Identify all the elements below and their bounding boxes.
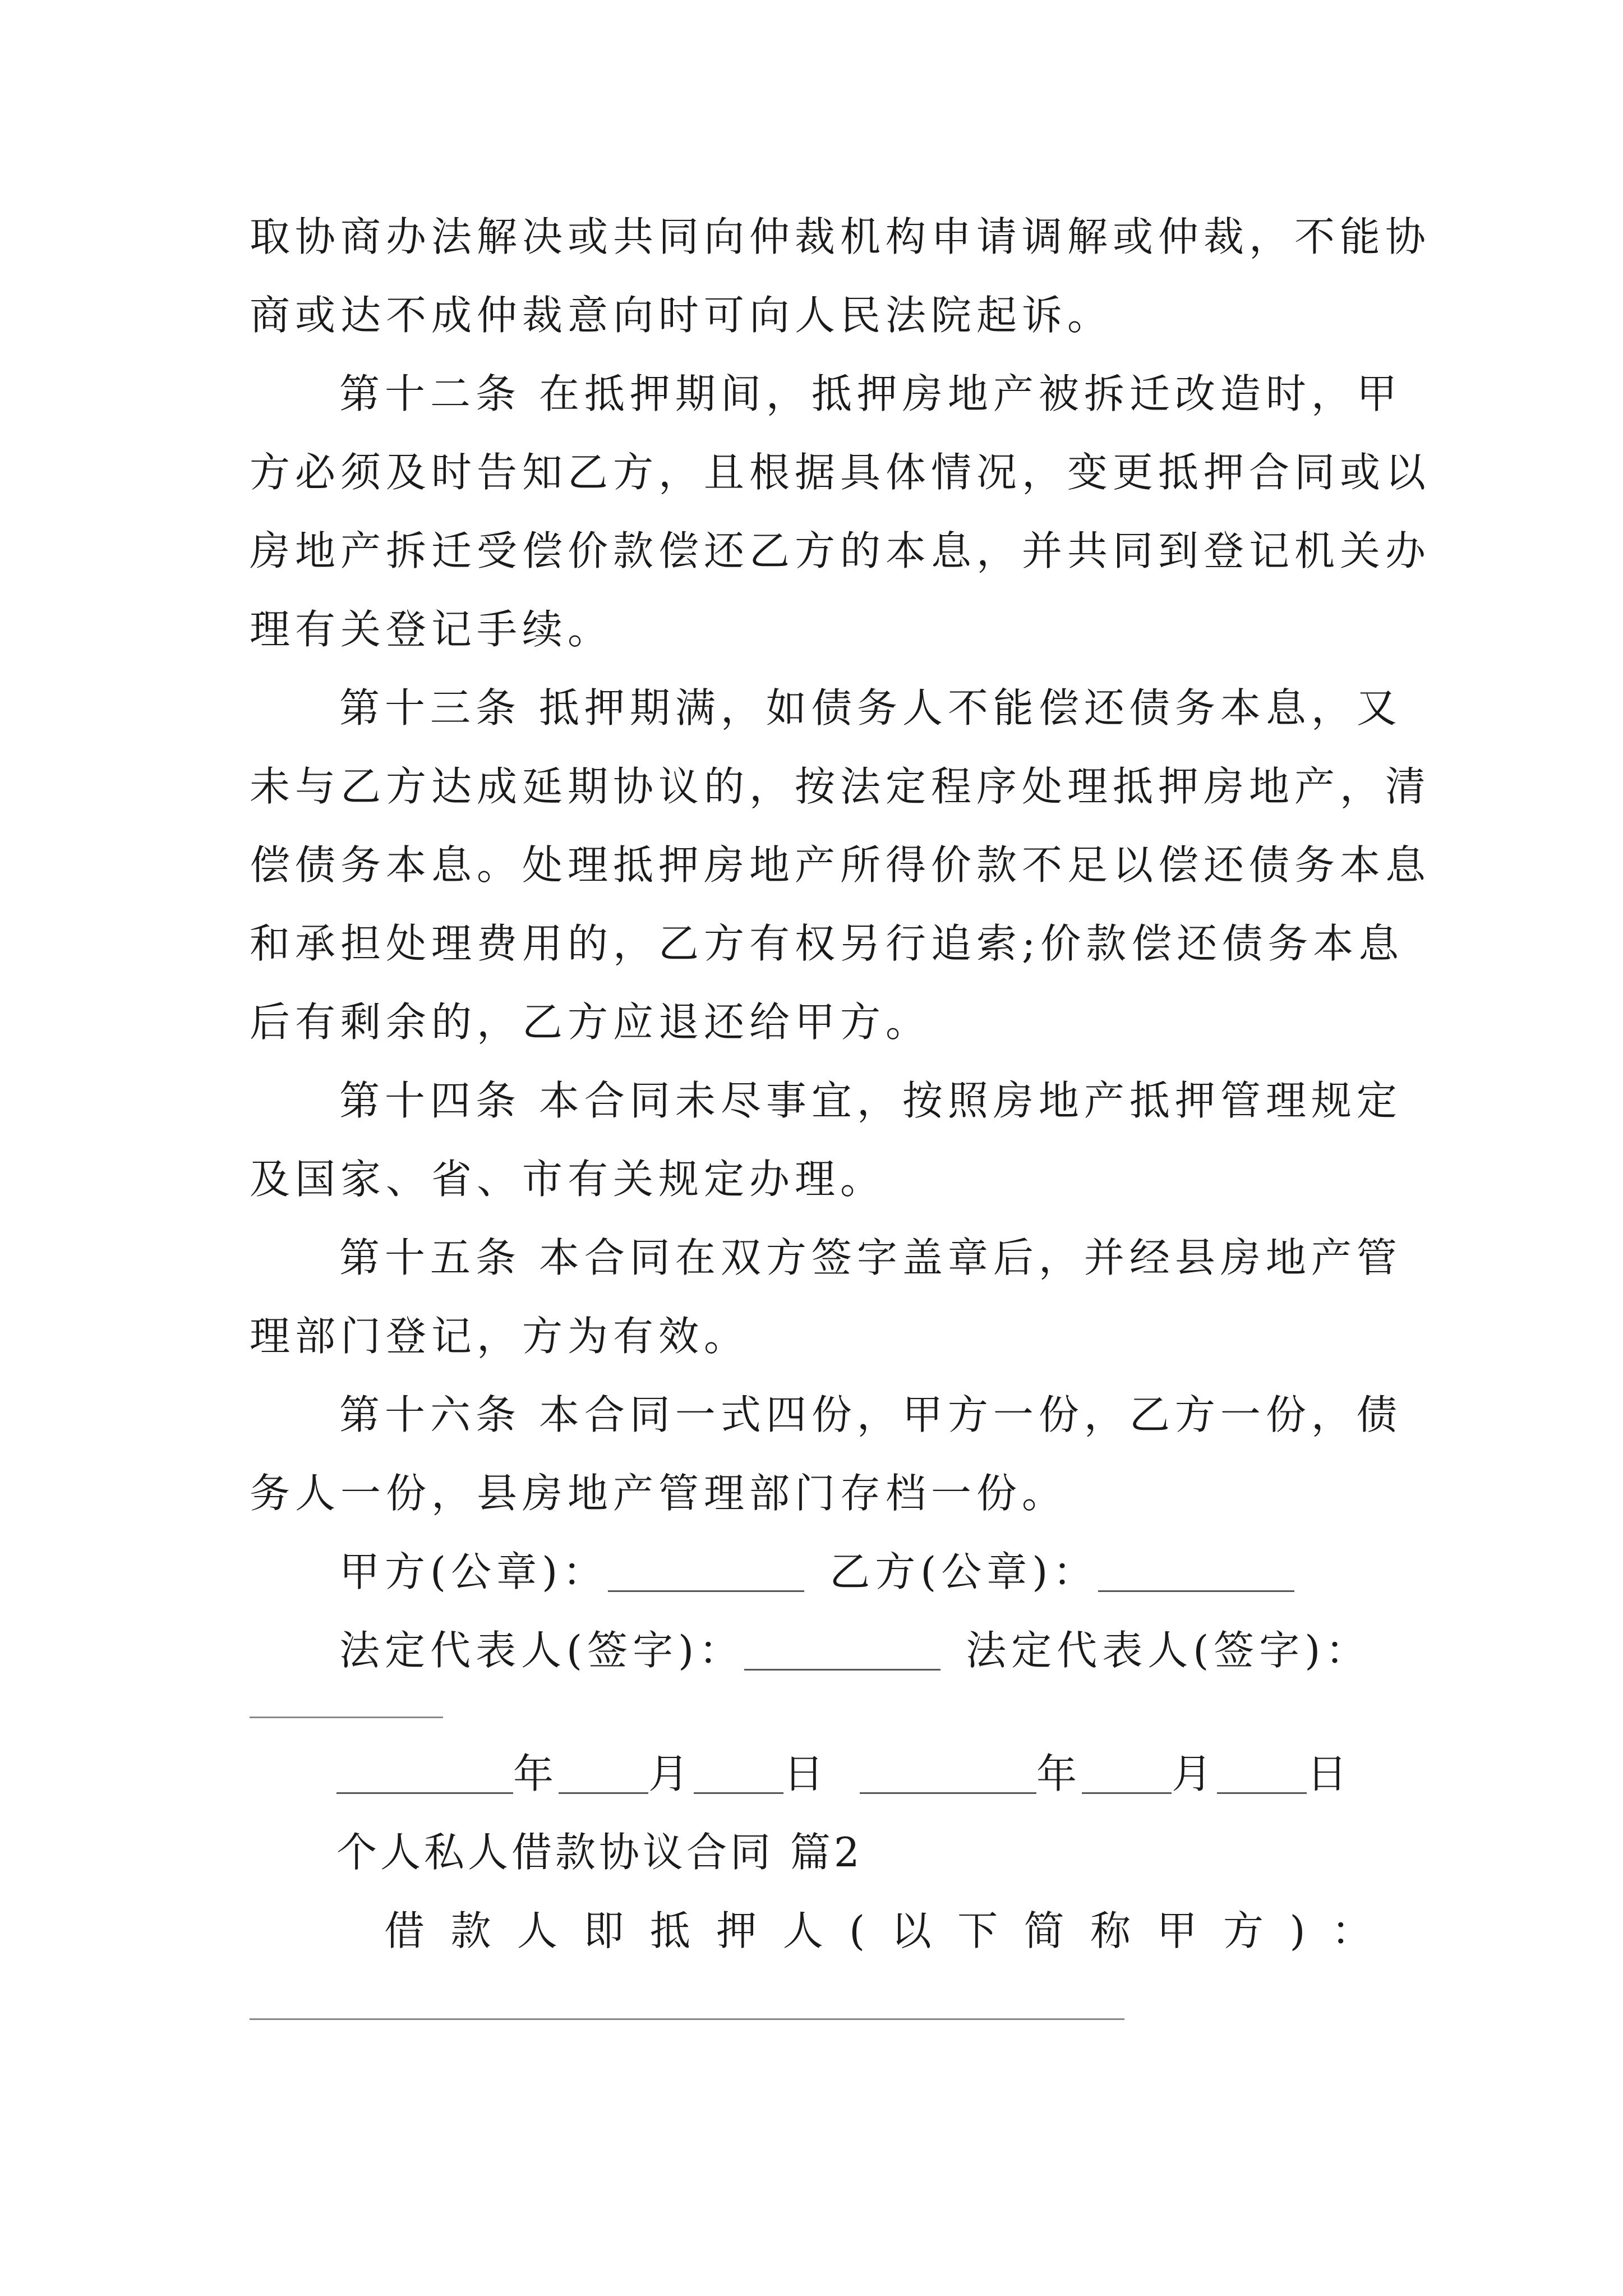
party-a-seal-blank[interactable] bbox=[608, 1551, 804, 1592]
party-a-rep-label: 法定代表人(签字)： bbox=[339, 1627, 745, 1674]
party-b-day-blank[interactable] bbox=[1217, 1753, 1307, 1794]
paragraph-line: 房地产拆迁受偿价款偿还乙方的本息，并共同到登记机关办 bbox=[250, 527, 1431, 574]
section-heading: 个人私人借款协议合同 篇2 bbox=[336, 1829, 863, 1876]
paragraph-line: 理部门登记，方为有效。 bbox=[250, 1313, 750, 1360]
paragraph-line: 后有剩余的，乙方应退还给甲方。 bbox=[250, 999, 932, 1046]
party-b-seal-label: 乙方(公章)： bbox=[829, 1548, 1099, 1595]
party-b-month-label: 月 bbox=[1172, 1750, 1218, 1797]
party-a-month-label: 月 bbox=[648, 1750, 694, 1797]
party-b-month-blank[interactable] bbox=[1082, 1753, 1172, 1794]
signature-rep-row bbox=[339, 1622, 1371, 1678]
party-b-rep-blank[interactable] bbox=[250, 1717, 443, 1718]
party-b-day-label: 日 bbox=[1307, 1750, 1353, 1797]
paragraph-line: 取协商办法解决或共同向仲裁机构申请调解或仲裁，不能协 bbox=[250, 213, 1431, 260]
party-a-day-blank[interactable] bbox=[694, 1753, 783, 1794]
paragraph-line: 商或达不成仲裁意向时可向人民法院起诉。 bbox=[250, 292, 1113, 339]
paragraph-line: 理有关登记手续。 bbox=[250, 606, 614, 653]
party-a-rep-blank[interactable] bbox=[744, 1630, 940, 1671]
paragraph-line: 及国家、省、市有关规定办理。 bbox=[250, 1156, 886, 1203]
paragraph-line: 第十六条 本合同一式四份，甲方一份，乙方一份，债 bbox=[339, 1391, 1402, 1438]
party-a-month-blank[interactable] bbox=[559, 1753, 648, 1794]
signature-seal-row bbox=[339, 1544, 1294, 1600]
paragraph-line: 未与乙方达成延期协议的，按法定程序处理抵押房地产，清 bbox=[250, 763, 1431, 810]
borrower-name-blank[interactable] bbox=[250, 2018, 1124, 2020]
paragraph-line: 第十四条 本合同未尽事宜，按照房地产抵押管理规定 bbox=[339, 1077, 1402, 1124]
party-a-year-blank[interactable] bbox=[336, 1753, 513, 1794]
signature-date-row bbox=[336, 1746, 1352, 1802]
paragraph-line: 和承担处理费用的，乙方有权另行追索;价款偿还债务本息 bbox=[250, 920, 1404, 967]
party-a-day-label: 日 bbox=[783, 1750, 829, 1797]
party-b-seal-blank[interactable] bbox=[1098, 1551, 1294, 1592]
party-a-seal-label: 甲方(公章)： bbox=[339, 1548, 608, 1595]
paragraph-line: 第十二条 在抵押期间，抵押房地产被拆迁改造时，甲 bbox=[339, 370, 1402, 417]
party-b-year-label: 年 bbox=[1036, 1750, 1082, 1797]
paragraph-line: 第十五条 本合同在双方签字盖章后，并经县房地产管 bbox=[339, 1234, 1402, 1281]
party-b-rep-label: 法定代表人(签字)： bbox=[966, 1627, 1371, 1674]
paragraph-line: 偿债务本息。处理抵押房地产所得价款不足以偿还债务本息 bbox=[250, 841, 1431, 889]
party-a-year-label: 年 bbox=[513, 1750, 559, 1797]
party-b-year-blank[interactable] bbox=[860, 1753, 1036, 1794]
paragraph-line: 务人一份，县房地产管理部门存档一份。 bbox=[250, 1470, 1068, 1517]
paragraph-line: 方必须及时告知乙方，且根据具体情况，变更抵押合同或以 bbox=[250, 449, 1431, 496]
borrower-line: 借款人即抵押人(以下简称甲方)： bbox=[384, 1907, 1377, 1954]
paragraph-line: 第十三条 抵押期满，如债务人不能偿还债务本息，又 bbox=[339, 684, 1402, 731]
